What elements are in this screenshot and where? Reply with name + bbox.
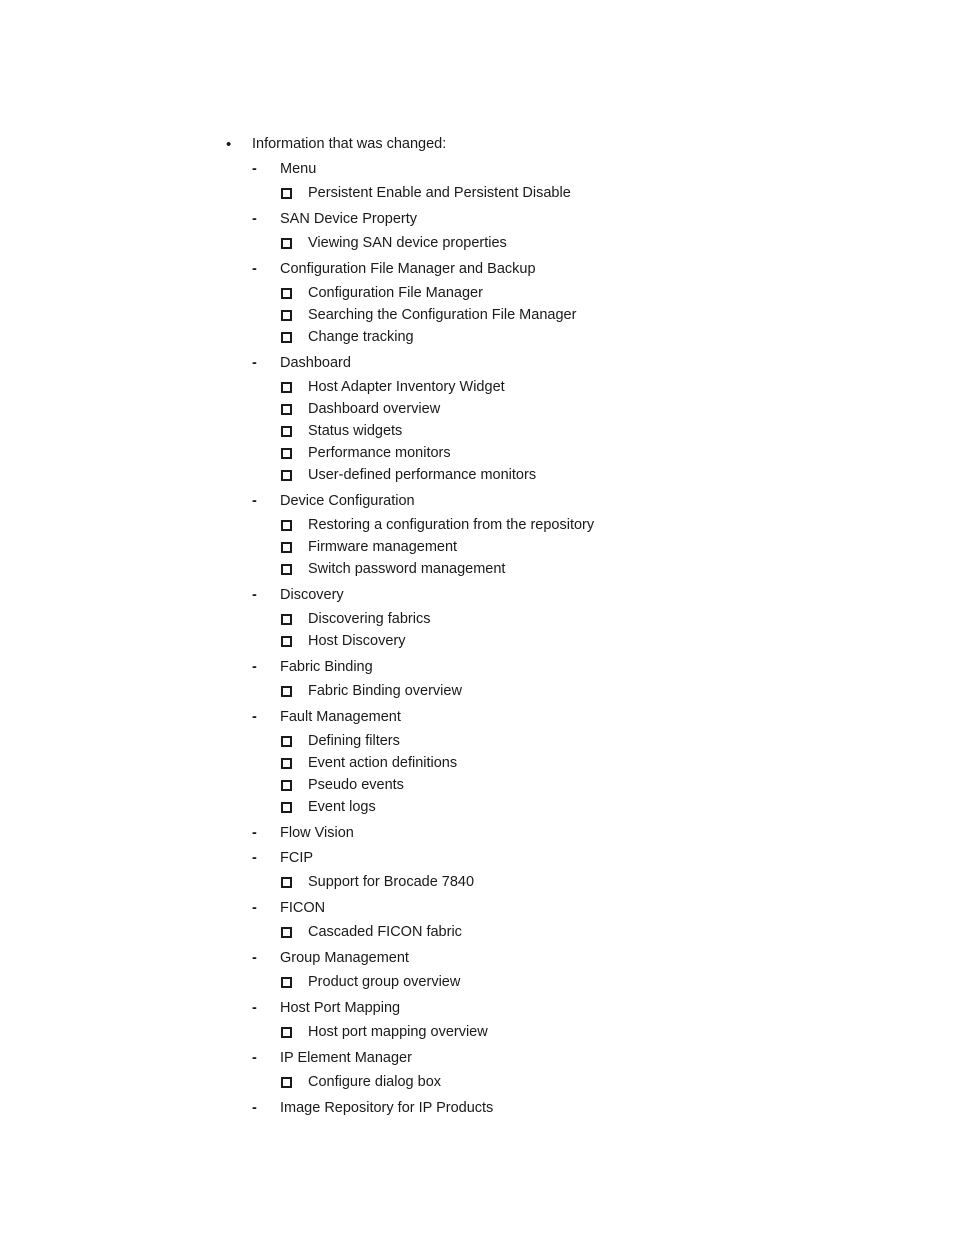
section-title: Configuration File Manager and Backup — [280, 261, 536, 277]
list-item — [280, 398, 846, 420]
subitem-list — [280, 971, 846, 996]
subitem-list — [280, 232, 846, 257]
dash-icon: - — [252, 1000, 257, 1016]
section-title: Image Repository for IP Products — [280, 1100, 494, 1116]
dash-icon: - — [252, 825, 257, 841]
list-item-label: Defining filters — [308, 733, 400, 749]
list-item — [280, 558, 846, 580]
section-item — [252, 583, 846, 608]
list-item-label: Product group overview — [308, 974, 461, 990]
section-item — [252, 705, 846, 730]
square-bullet-icon — [281, 780, 292, 791]
section-item — [252, 351, 846, 376]
list-item-label: Pseudo events — [308, 777, 404, 793]
dash-icon: - — [252, 587, 257, 603]
subitem-list — [280, 182, 846, 207]
bullet-icon: • — [226, 136, 232, 153]
section-title: FICON — [280, 900, 326, 916]
square-bullet-icon — [281, 520, 292, 531]
list-item — [280, 182, 846, 204]
list-item-label: Performance monitors — [308, 445, 451, 461]
section-title: Fabric Binding — [280, 659, 373, 675]
dash-icon: - — [252, 493, 257, 509]
subitem-list — [280, 1021, 846, 1046]
changed-information-list — [226, 132, 846, 1121]
dash-icon: - — [252, 161, 257, 177]
list-item-label: Configuration File Manager — [308, 285, 483, 301]
dash-icon: - — [252, 659, 257, 675]
dash-icon: - — [252, 950, 257, 966]
section-item — [252, 1096, 846, 1121]
list-item-label: Host port mapping overview — [308, 1024, 488, 1040]
section-item — [252, 821, 846, 846]
section-item — [252, 946, 846, 971]
subitem-list — [280, 376, 846, 489]
dash-icon: - — [252, 261, 257, 277]
section-item — [252, 655, 846, 680]
subitem-list — [280, 282, 846, 351]
section-title: Menu — [280, 161, 317, 177]
square-bullet-icon — [281, 332, 292, 343]
square-bullet-icon — [281, 614, 292, 625]
section-title: Group Management — [280, 950, 409, 966]
section-item — [252, 996, 846, 1021]
list-item-label: Cascaded FICON fabric — [308, 924, 462, 940]
square-bullet-icon — [281, 448, 292, 459]
list-item — [280, 730, 846, 752]
list-item — [280, 232, 846, 254]
list-item — [280, 514, 846, 536]
section-item — [252, 257, 846, 282]
list-item — [280, 536, 846, 558]
list-item — [280, 680, 846, 702]
section-item — [252, 1046, 846, 1071]
subitem-list — [280, 730, 846, 821]
square-bullet-icon — [281, 686, 292, 697]
dash-icon: - — [252, 211, 257, 227]
section-title: SAN Device Property — [280, 211, 417, 227]
list-item — [280, 376, 846, 398]
list-item — [280, 971, 846, 993]
square-bullet-icon — [281, 1077, 292, 1088]
section-title: Host Port Mapping — [280, 1000, 401, 1016]
dash-icon: - — [252, 709, 257, 725]
list-item — [280, 1071, 846, 1093]
square-bullet-icon — [281, 188, 292, 199]
square-bullet-icon — [281, 470, 292, 481]
list-item — [280, 464, 846, 486]
section-title: IP Element Manager — [280, 1050, 412, 1066]
section-title: Fault Management — [280, 709, 401, 725]
list-item-label: Event logs — [308, 799, 376, 815]
square-bullet-icon — [281, 542, 292, 553]
list-item — [280, 871, 846, 893]
square-bullet-icon — [281, 977, 292, 988]
list-item — [280, 420, 846, 442]
square-bullet-icon — [281, 426, 292, 437]
square-bullet-icon — [281, 927, 292, 938]
section-item — [252, 896, 846, 921]
list-item — [280, 630, 846, 652]
dash-icon: - — [252, 1050, 257, 1066]
section-list — [252, 157, 846, 1121]
square-bullet-icon — [281, 758, 292, 769]
list-item — [280, 442, 846, 464]
subitem-list — [280, 871, 846, 896]
square-bullet-icon — [281, 1027, 292, 1038]
list-item-label: Change tracking — [308, 329, 414, 345]
list-item — [280, 774, 846, 796]
bullet-item — [226, 132, 846, 157]
list-item-label: Restoring a configuration from the repository — [308, 517, 595, 533]
list-item — [280, 921, 846, 943]
subitem-list — [280, 680, 846, 705]
square-bullet-icon — [281, 238, 292, 249]
section-title: Dashboard — [280, 355, 351, 371]
list-item-label: Switch password management — [308, 561, 506, 577]
section-item — [252, 207, 846, 232]
square-bullet-icon — [281, 382, 292, 393]
list-item-label: Status widgets — [308, 423, 403, 439]
section-title: Flow Vision — [280, 825, 354, 841]
square-bullet-icon — [281, 636, 292, 647]
square-bullet-icon — [281, 404, 292, 415]
dash-icon: - — [252, 900, 257, 916]
dash-icon: - — [252, 850, 257, 866]
list-item-label: Fabric Binding overview — [308, 683, 462, 699]
subitem-list — [280, 1071, 846, 1096]
section-title: Discovery — [280, 587, 344, 603]
list-item-label: User-defined performance monitors — [308, 467, 537, 483]
list-item-label: Discovering fabrics — [308, 611, 431, 627]
list-item-label: Persistent Enable and Persistent Disable — [308, 185, 571, 201]
list-item-label: Event action definitions — [308, 755, 458, 771]
list-item-label: Viewing SAN device properties — [308, 235, 507, 251]
list-item-label: Support for Brocade 7840 — [308, 874, 475, 890]
list-item — [280, 752, 846, 774]
list-item-label: Firmware management — [308, 539, 458, 555]
section-item — [252, 846, 846, 871]
list-heading: Information that was changed: — [252, 136, 447, 152]
section-title: FCIP — [280, 850, 314, 866]
list-item — [280, 796, 846, 818]
section-item — [252, 157, 846, 182]
list-item — [280, 326, 846, 348]
square-bullet-icon — [281, 288, 292, 299]
square-bullet-icon — [281, 310, 292, 321]
square-bullet-icon — [281, 564, 292, 575]
list-item-label: Dashboard overview — [308, 401, 441, 417]
list-item-label: Host Discovery — [308, 633, 406, 649]
section-item — [252, 489, 846, 514]
subitem-list — [280, 608, 846, 655]
section-title: Device Configuration — [280, 493, 415, 509]
list-item — [280, 1021, 846, 1043]
subitem-list — [280, 921, 846, 946]
list-item-label: Configure dialog box — [308, 1074, 442, 1090]
list-item — [280, 608, 846, 630]
list-item-label: Host Adapter Inventory Widget — [308, 379, 505, 395]
square-bullet-icon — [281, 802, 292, 813]
square-bullet-icon — [281, 877, 292, 888]
subitem-list — [280, 514, 846, 583]
list-item-label: Searching the Configuration File Manager — [308, 307, 577, 323]
dash-icon: - — [252, 1100, 257, 1116]
list-item — [280, 304, 846, 326]
list-item — [280, 282, 846, 304]
square-bullet-icon — [281, 736, 292, 747]
dash-icon: - — [252, 355, 257, 371]
